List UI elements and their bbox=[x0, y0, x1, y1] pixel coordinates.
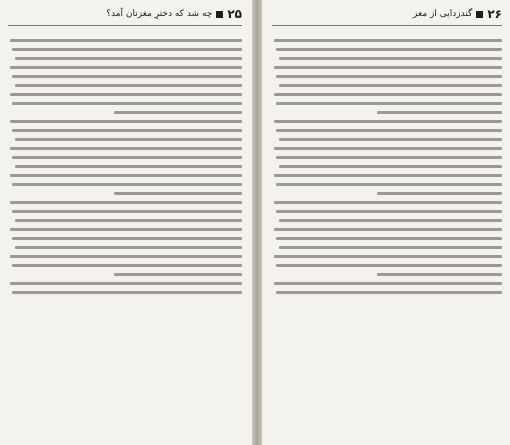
text-line-placeholder bbox=[274, 93, 502, 96]
text-line-placeholder bbox=[276, 129, 502, 132]
text-line-placeholder bbox=[276, 156, 502, 159]
text-line-placeholder bbox=[276, 75, 502, 78]
text-line-placeholder bbox=[10, 93, 242, 96]
text-line-placeholder bbox=[15, 246, 242, 249]
text-line-placeholder bbox=[15, 138, 242, 141]
text-line-placeholder bbox=[276, 210, 502, 213]
right-page-header bbox=[272, 4, 502, 24]
text-line-placeholder bbox=[274, 255, 502, 258]
text-line-placeholder bbox=[12, 48, 242, 51]
text-line-placeholder bbox=[12, 156, 242, 159]
header-rule bbox=[272, 25, 502, 26]
right-page-title: گندزدایی از مغز bbox=[413, 9, 473, 19]
header-rule bbox=[8, 25, 242, 26]
text-line-placeholder bbox=[276, 102, 502, 105]
text-line-placeholder bbox=[12, 291, 242, 294]
text-line-placeholder bbox=[114, 192, 242, 195]
square-bullet-icon bbox=[216, 11, 223, 18]
text-line-placeholder bbox=[10, 120, 242, 123]
text-line-placeholder bbox=[10, 282, 242, 285]
text-line-placeholder bbox=[274, 174, 502, 177]
text-line-placeholder bbox=[10, 228, 242, 231]
book-gutter bbox=[252, 0, 262, 445]
text-line-placeholder bbox=[274, 39, 502, 42]
text-line-placeholder bbox=[279, 246, 502, 249]
text-line-placeholder bbox=[377, 192, 502, 195]
text-line-placeholder bbox=[279, 57, 502, 60]
text-line-placeholder bbox=[15, 165, 242, 168]
left-page bbox=[0, 0, 252, 445]
left-page-header bbox=[8, 4, 242, 24]
text-line-placeholder bbox=[274, 66, 502, 69]
text-line-placeholder bbox=[274, 282, 502, 285]
text-line-placeholder bbox=[114, 111, 242, 114]
text-line-placeholder bbox=[279, 219, 502, 222]
text-line-placeholder bbox=[12, 237, 242, 240]
right-page-text-lines bbox=[274, 34, 502, 300]
text-line-placeholder bbox=[276, 291, 502, 294]
text-line-placeholder bbox=[15, 57, 242, 60]
text-line-placeholder bbox=[274, 228, 502, 231]
text-line-placeholder bbox=[15, 219, 242, 222]
right-page bbox=[262, 0, 510, 445]
text-line-placeholder bbox=[12, 75, 242, 78]
text-line-placeholder bbox=[10, 255, 242, 258]
text-line-placeholder bbox=[12, 102, 242, 105]
text-line-placeholder bbox=[114, 273, 242, 276]
text-line-placeholder bbox=[276, 264, 502, 267]
text-line-placeholder bbox=[274, 147, 502, 150]
text-line-placeholder bbox=[279, 138, 502, 141]
text-line-placeholder bbox=[274, 120, 502, 123]
left-page-title: چه شد که دخترِ مغزتان آمد؟ bbox=[106, 9, 213, 19]
text-line-placeholder bbox=[10, 39, 242, 42]
text-line-placeholder bbox=[276, 48, 502, 51]
text-line-placeholder bbox=[12, 264, 242, 267]
square-bullet-icon bbox=[476, 11, 483, 18]
text-line-placeholder bbox=[10, 201, 242, 204]
right-page-number: ۲۶ bbox=[487, 7, 502, 21]
text-line-placeholder bbox=[10, 66, 242, 69]
text-line-placeholder bbox=[377, 273, 502, 276]
text-line-placeholder bbox=[12, 210, 242, 213]
text-line-placeholder bbox=[15, 84, 242, 87]
text-line-placeholder bbox=[10, 147, 242, 150]
text-line-placeholder bbox=[274, 201, 502, 204]
left-page-text-lines bbox=[10, 34, 242, 300]
text-line-placeholder bbox=[279, 165, 502, 168]
text-line-placeholder bbox=[10, 174, 242, 177]
text-line-placeholder bbox=[377, 111, 502, 114]
text-line-placeholder bbox=[279, 84, 502, 87]
text-line-placeholder bbox=[12, 183, 242, 186]
left-page-number: ۲۵ bbox=[227, 7, 242, 21]
text-line-placeholder bbox=[276, 183, 502, 186]
text-line-placeholder bbox=[276, 237, 502, 240]
text-line-placeholder bbox=[12, 129, 242, 132]
